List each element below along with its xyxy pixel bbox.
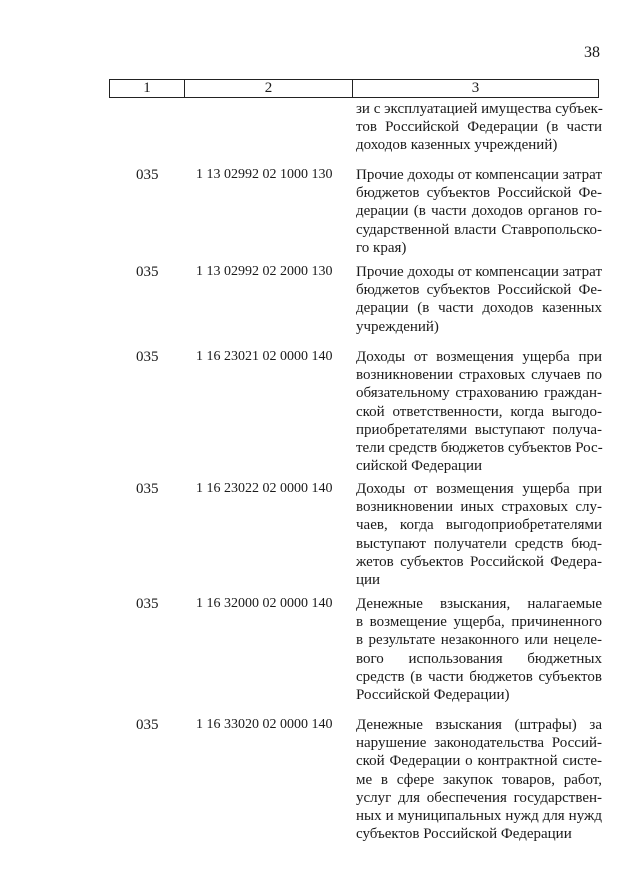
- description-line: ных и муниципальных нужд для нужд: [356, 808, 602, 825]
- header-cell-3: 3: [471, 80, 480, 96]
- description-line: Прочие доходы от компенсации затрат: [356, 167, 602, 183]
- description-line: тов Российской Федерации (в части: [356, 119, 602, 136]
- income-description: [356, 716, 602, 843]
- admin-code: 035: [136, 596, 159, 612]
- description-line: субъектов Российской Федерации: [356, 826, 572, 843]
- description-line: дерации (в части доходов казенных: [356, 300, 602, 317]
- budget-classification-code: 1 16 32000 02 0000 140: [196, 596, 333, 611]
- description-line: средств (в части бюджетов субъектов: [356, 668, 602, 685]
- description-line: возникновении иных страховых слу-: [356, 499, 602, 516]
- description-line: нарушение законодательства Россий-: [356, 735, 602, 752]
- description-line: тели средств бюджетов субъектов Рос-: [356, 440, 603, 457]
- description-line: Прочие доходы от компенсации затрат: [356, 264, 602, 280]
- admin-code: 035: [136, 349, 159, 365]
- income-description: [356, 166, 602, 257]
- description-line: приобретателями выступают получа-: [356, 421, 602, 438]
- admin-code: 035: [136, 167, 159, 183]
- description-line: ции: [356, 572, 381, 589]
- budget-classification-code: 1 16 23021 02 0000 140: [196, 349, 333, 364]
- description-line: учреждений): [356, 318, 439, 335]
- description-line: зи с эксплуатацией имущества субъек-: [356, 101, 603, 117]
- description-line: вого использования бюджетных: [356, 650, 602, 667]
- description-line: ской ответственности, когда выгодо-: [356, 403, 602, 420]
- budget-classification-code: 1 16 23022 02 0000 140: [196, 481, 333, 496]
- budget-classification-code: 1 13 02992 02 2000 130: [196, 264, 333, 279]
- income-description: [356, 348, 602, 475]
- income-description: [356, 595, 602, 704]
- header-cell-1: 1: [110, 80, 185, 97]
- income-description: [356, 263, 602, 336]
- description-line: бюджетов субъектов Российской Фе-: [356, 282, 602, 299]
- description-line: чаев, когда выгодоприобретателями: [356, 517, 602, 534]
- budget-classification-code: 1 13 02992 02 1000 130: [196, 167, 333, 182]
- description-line: дерации (в части доходов органов го-: [356, 203, 602, 220]
- description-line: в возмещение ущерба, причиненного: [356, 614, 602, 631]
- admin-code: 035: [136, 481, 159, 497]
- description-line: бюджетов субъектов Российской Фе-: [356, 185, 602, 202]
- description-line: услуг для обеспечения государствен-: [356, 789, 602, 806]
- income-description: [356, 100, 602, 155]
- description-line: Российской Федерации): [356, 687, 510, 704]
- description-line: ской Федерации о контрактной систе-: [356, 753, 602, 770]
- admin-code: 035: [136, 264, 159, 280]
- description-line: выступают получатели средств бюд-: [356, 535, 602, 552]
- table-header: [109, 79, 599, 98]
- description-line: жетов субъектов Российской Федера-: [356, 553, 602, 570]
- description-line: ме в сфере закупок товаров, работ,: [356, 771, 602, 788]
- description-line: возникновении страховых случаев по: [356, 367, 602, 384]
- description-line: Доходы от возмещения ущерба при: [356, 349, 602, 365]
- description-line: в результате незаконного или нецеле-: [356, 632, 602, 649]
- income-description: [356, 480, 602, 589]
- description-line: Доходы от возмещения ущерба при: [356, 481, 602, 497]
- admin-code: 035: [136, 717, 159, 733]
- description-line: го края): [356, 239, 407, 256]
- description-line: обязательному страхованию граждан-: [356, 385, 602, 402]
- description-line: доходов казенных учреждений): [356, 137, 558, 154]
- description-line: сударственной власти Ставропольско-: [356, 221, 602, 238]
- description-line: Денежные взыскания, налагаемые: [356, 596, 602, 612]
- budget-classification-code: 1 16 33020 02 0000 140: [196, 717, 333, 732]
- description-line: сийской Федерации: [356, 458, 483, 475]
- description-line: Денежные взыскания (штрафы) за: [356, 717, 602, 733]
- header-cell-2: 2: [185, 80, 353, 97]
- page-number: 38: [584, 44, 600, 61]
